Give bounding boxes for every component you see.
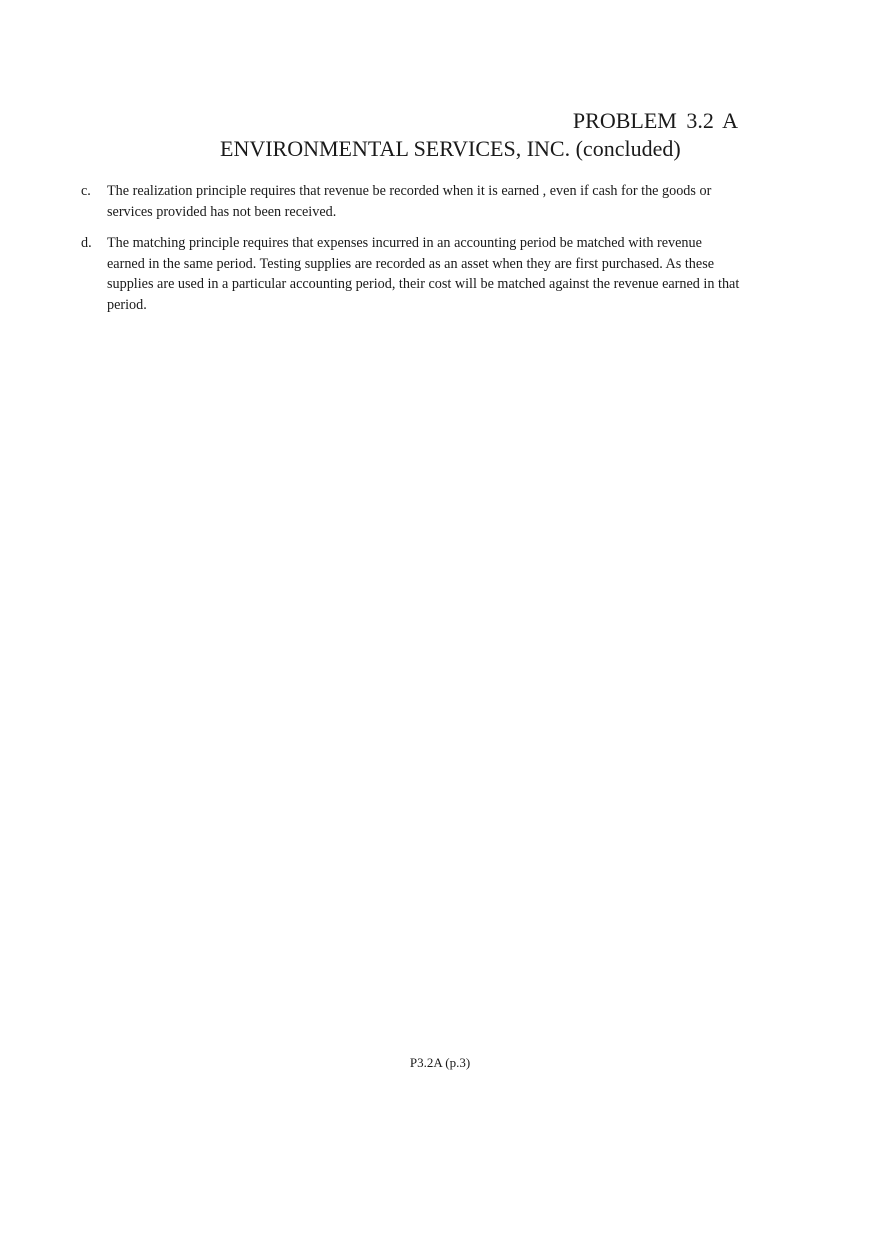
problem-title: PROBLEM 3.2 A [572,108,738,133]
answer-item-d [81,233,741,315]
item-marker: d. [81,235,92,251]
company-title: ENVIRONMENTAL SERVICES, INC. (concluded) [220,136,681,161]
item-marker: c. [81,183,91,199]
item-text: The realization principle requires that revenue be recorded when it is earned , even if cash for the goods or services provided has not been received. [107,183,712,220]
page-footer: P3.2A (p.3) [409,1055,471,1070]
item-text: The matching principle requires that expenses incurred in an accounting period be matched with revenue earned in the same period. Testing supplies are recorded as an asset when they are first purchased. As these supplies are used in a particular accounting period, their cost will be matched against the revenue earned in that period. [107,235,740,313]
answer-item-c [81,181,741,222]
